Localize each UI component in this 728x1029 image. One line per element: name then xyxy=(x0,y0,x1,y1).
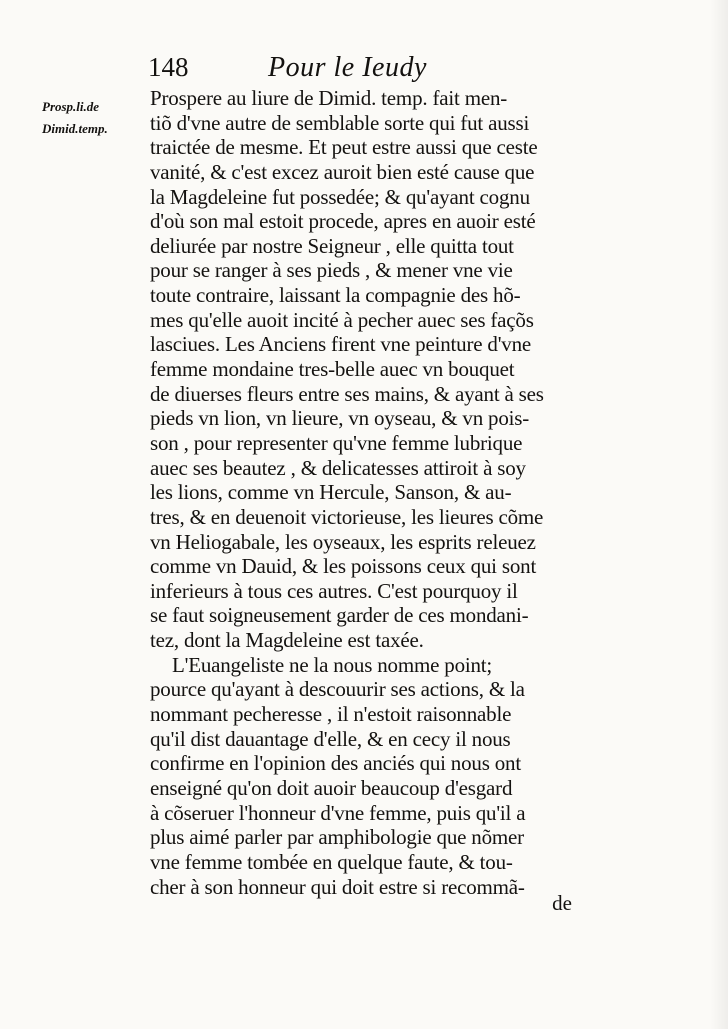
page-number: 148 xyxy=(148,52,189,82)
text-line: Prospere au liure de Dimid. temp. fait men- xyxy=(150,86,508,110)
text-line: traictée de mesme. Et peut estre aussi que ceste xyxy=(150,135,538,160)
text-line: femme mondaine tres-belle auec vn bouquet xyxy=(150,357,515,382)
text-line: plus aimé parler par amphibologie que nõmer xyxy=(150,825,524,850)
text-line: tiõ d'vne autre de semblable sorte qui fut aussi xyxy=(150,110,530,135)
text-line: vanité, & c'est excez auroit bien esté cause que xyxy=(150,159,535,184)
text-line: qu'il dist dauantage d'elle, & en cecy il nous xyxy=(150,726,511,751)
text-line: la Magdeleine fut possedée; & qu'ayant cognu xyxy=(150,184,530,209)
catchword-row xyxy=(150,891,580,917)
text-line: vne femme tombée en quelque faute, & tou- xyxy=(150,849,513,874)
text-line: inferieurs à tous ces autres. C'est pourquoy il xyxy=(150,578,518,603)
text-line: deliurée par nostre Seigneur , elle quitta tout xyxy=(150,233,514,258)
running-head: Pour le Ieudy xyxy=(268,52,427,83)
text-line: pource qu'ayant à descouurir ses actions, & la xyxy=(150,677,525,702)
page-edge-shadow xyxy=(710,0,728,1029)
paragraph-1 xyxy=(150,86,580,653)
text-line: à cõseruer l'honneur d'vne femme, puis qu'il a xyxy=(150,800,526,825)
text-line: auec ses beautez , & delicatesses attiroit à soy xyxy=(150,455,526,480)
text-line: pour se ranger à ses pieds , & mener vne vie xyxy=(150,258,513,283)
text-line: mes qu'elle auoit incité à pecher auec ses façõs xyxy=(150,307,534,332)
text-line: se faut soigneusement garder de ces mondani- xyxy=(150,603,529,628)
text-line: enseigné qu'on doit auoir beaucoup d'esgard xyxy=(150,775,513,800)
text-line: confirme en l'opinion des anciés qui nous ont xyxy=(150,751,521,776)
text-line: son , pour representer qu'vne femme lubrique xyxy=(150,430,523,455)
text-line: pieds vn lion, vn lieure, vn oyseau, & vn pois- xyxy=(150,406,530,431)
text-line: nommant pecheresse , il n'estoit raisonnable xyxy=(150,702,512,727)
text-line: L'Euangeliste ne la nous nomme point; xyxy=(172,652,493,677)
text-line: comme vn Dauid, & les poissons ceux qui sont xyxy=(150,554,537,579)
marginal-note-line: Dimid.temp. xyxy=(42,121,108,136)
text-line: les lions, comme vn Hercule, Sanson, & au- xyxy=(150,480,512,505)
text-line: cher à son honneur qui doit estre si recommã- xyxy=(150,874,525,899)
text-line: lasciues. Les Anciens firent vne peinture d'vne xyxy=(150,332,532,357)
text-line: toute contraire, laissant la compagnie des hõ- xyxy=(150,283,521,308)
text-line: d'où son mal estoit procede, apres en auoir esté xyxy=(150,209,536,234)
body-text xyxy=(150,86,580,899)
marginal-note xyxy=(42,96,144,140)
text-line: vn Heliogabale, les oyseaux, les esprits releuez xyxy=(150,529,536,554)
marginal-note-line: Prosp.li.de xyxy=(42,99,100,114)
text-line: tres, & en deuenoit victorieuse, les lieures cõme xyxy=(150,504,544,529)
catchword: de xyxy=(552,891,572,915)
text-line: tez, dont la Magdeleine est taxée. xyxy=(150,628,424,653)
text-line: de diuerses fleurs entre ses mains, & ayant à ses xyxy=(150,381,544,406)
paragraph-2 xyxy=(150,653,580,899)
